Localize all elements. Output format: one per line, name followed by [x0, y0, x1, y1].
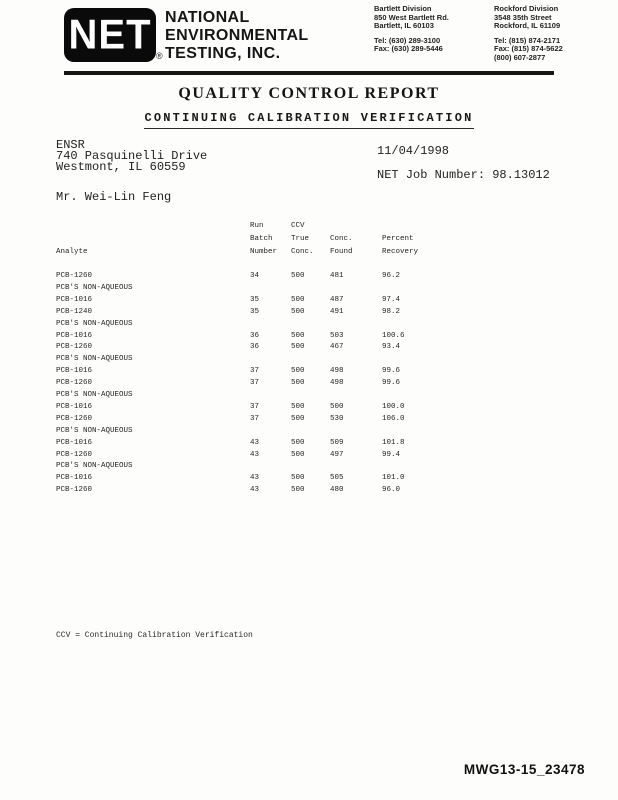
batch-number-cell: 37	[250, 379, 260, 388]
letterhead-divider	[64, 71, 554, 75]
true-conc-cell: 500	[291, 307, 305, 316]
true-conc-cell: 500	[291, 402, 305, 411]
column-header-recovery: Percent	[382, 235, 414, 243]
division-address-line: Bartlett Division	[374, 4, 432, 13]
conc-found-cell: 500	[330, 402, 344, 411]
analyte-cell: PCB-1240	[56, 307, 93, 316]
percent-recovery-cell: 99.6	[382, 379, 401, 388]
table-section-row	[56, 427, 486, 439]
division-address-line: Rockford, IL 61109	[494, 21, 561, 30]
table-row	[56, 486, 486, 498]
client-address-line: Westmont, IL 60559	[56, 160, 186, 175]
table-section-row	[56, 284, 486, 296]
percent-recovery-cell: 100.6	[382, 331, 405, 340]
column-header-recovery: Recovery	[382, 248, 419, 256]
analyte-cell: PCB'S NON-AQUEOUS	[56, 462, 133, 471]
division-phone-line: Fax: (815) 874-5622	[494, 44, 563, 53]
conc-found-cell: 530	[330, 414, 344, 423]
table-row	[56, 296, 486, 308]
analyte-cell: PCB'S NON-AQUEOUS	[56, 283, 133, 292]
conc-found-cell: 491	[330, 307, 344, 316]
column-header-found: Conc.	[330, 235, 353, 243]
table-header-line	[56, 222, 486, 234]
division-address-line: 850 West Bartlett Rd.	[374, 12, 449, 22]
table-row	[56, 451, 486, 463]
table-row	[56, 343, 486, 355]
analyte-cell: PCB-1016	[56, 402, 93, 411]
table-row	[56, 474, 486, 486]
job-number: NET Job Number: 98.13012	[377, 168, 550, 182]
report-date: 11/04/1998	[377, 144, 450, 158]
table-row	[56, 403, 486, 415]
column-header-analyte: Analyte	[56, 248, 88, 256]
true-conc-cell: 500	[291, 272, 305, 280]
division-address-line: 3548 35th Street	[494, 12, 552, 22]
true-conc-cell: 500	[291, 367, 305, 376]
conc-found-cell: 505	[330, 474, 344, 483]
analyte-cell: PCB-1016	[56, 474, 93, 483]
analyte-cell: PCB-1016	[56, 438, 93, 447]
true-conc-cell: 500	[291, 343, 305, 352]
client-address-block	[56, 140, 207, 174]
table-header-line	[56, 248, 486, 260]
document-id-stamp: MWG13-15_23478	[463, 762, 585, 777]
division-address-line: Bartlett, IL 60103	[374, 21, 434, 30]
conc-found-cell: 480	[330, 486, 344, 495]
analyte-cell: PCB-1260	[56, 379, 93, 388]
batch-number-cell: 37	[250, 367, 260, 376]
company-name-line: TESTING, INC.	[165, 45, 281, 62]
analyte-cell: PCB-1260	[56, 272, 93, 280]
table-row	[56, 415, 486, 427]
qc-results-table	[56, 222, 486, 502]
table-row	[56, 379, 486, 391]
column-header-found: Found	[330, 248, 353, 256]
percent-recovery-cell: 99.6	[382, 367, 401, 376]
batch-number-cell: 36	[250, 343, 260, 352]
analyte-cell: PCB-1260	[56, 486, 93, 495]
percent-recovery-cell: 101.8	[382, 438, 405, 447]
company-name-line: NATIONAL	[165, 9, 250, 26]
division-phone-line: Fax: (630) 289-5446	[374, 44, 443, 53]
true-conc-cell: 500	[291, 474, 305, 483]
table-section-row	[56, 391, 486, 403]
conc-found-cell: 503	[330, 331, 344, 340]
bartlett-division-block	[374, 5, 489, 54]
column-header-true-conc: Conc.	[291, 248, 314, 256]
analyte-cell: PCB-1260	[56, 414, 93, 423]
analyte-cell: PCB'S NON-AQUEOUS	[56, 355, 133, 364]
table-row	[56, 367, 486, 379]
table-section-row	[56, 320, 486, 332]
percent-recovery-cell: 101.0	[382, 474, 405, 483]
analyte-cell: PCB'S NON-AQUEOUS	[56, 319, 133, 328]
percent-recovery-cell: 96.0	[382, 486, 401, 495]
batch-number-cell: 37	[250, 402, 260, 411]
true-conc-cell: 500	[291, 486, 305, 495]
analyte-cell: PCB'S NON-AQUEOUS	[56, 426, 133, 435]
conc-found-cell: 509	[330, 438, 344, 447]
batch-number-cell: 43	[250, 474, 260, 483]
true-conc-cell: 500	[291, 438, 305, 447]
table-row	[56, 332, 486, 344]
analyte-cell: PCB-1016	[56, 331, 93, 340]
column-header-batch: Run	[250, 222, 264, 230]
batch-number-cell: 34	[250, 272, 260, 280]
true-conc-cell: 500	[291, 295, 305, 304]
percent-recovery-cell: 97.4	[382, 295, 401, 304]
analyte-cell: PCB-1016	[56, 295, 93, 304]
true-conc-cell: 500	[291, 379, 305, 388]
percent-recovery-cell: 106.0	[382, 414, 405, 423]
division-phone-line: (800) 607-2877	[494, 52, 546, 62]
batch-number-cell: 43	[250, 450, 260, 459]
analyte-cell: PCB-1260	[56, 343, 93, 352]
conc-found-cell: 481	[330, 272, 344, 280]
column-header-true-conc: CCV	[291, 222, 305, 230]
registered-trademark-icon: ®	[156, 51, 163, 61]
true-conc-cell: 500	[291, 414, 305, 423]
batch-number-cell: 35	[250, 307, 260, 316]
conc-found-cell: 467	[330, 343, 344, 352]
batch-number-cell: 36	[250, 331, 260, 340]
net-logo	[64, 8, 156, 62]
table-section-row	[56, 355, 486, 367]
analyte-cell: PCB'S NON-AQUEOUS	[56, 391, 133, 399]
batch-number-cell: 43	[250, 486, 260, 495]
client-name: ENSR	[56, 138, 85, 152]
batch-number-cell: 35	[250, 295, 260, 304]
conc-found-cell: 498	[330, 367, 344, 376]
column-header-batch: Batch	[250, 235, 273, 243]
company-name	[165, 9, 309, 63]
true-conc-cell: 500	[291, 331, 305, 340]
percent-recovery-cell: 99.4	[382, 450, 401, 459]
true-conc-cell: 500	[291, 450, 305, 459]
table-section-row	[56, 462, 486, 474]
column-header-true-conc: True	[291, 235, 310, 243]
percent-recovery-cell: 100.0	[382, 402, 405, 411]
analyte-cell: PCB-1260	[56, 450, 93, 459]
division-phone-line: Tel: (815) 874-2171	[494, 35, 561, 45]
batch-number-cell: 37	[250, 414, 260, 423]
company-name-line: ENVIRONMENTAL	[165, 27, 309, 44]
table-row	[56, 439, 486, 451]
ccv-footnote: CCV = Continuing Calibration Verification	[56, 631, 253, 640]
client-contact: Mr. Wei-Lin Feng	[56, 190, 172, 204]
client-address-line: 740 Pasquinelli Drive	[56, 149, 208, 164]
percent-recovery-cell: 98.2	[382, 307, 401, 316]
table-row	[56, 272, 486, 284]
table-header-line	[56, 235, 486, 247]
column-header-batch: Number	[250, 248, 278, 256]
report-subtitle: CONTINUING CALIBRATION VERIFICATION	[144, 111, 473, 129]
division-phone-line: Tel: (630) 289-3100	[374, 35, 441, 45]
conc-found-cell: 498	[330, 379, 344, 388]
percent-recovery-cell: 96.2	[382, 272, 401, 280]
conc-found-cell: 487	[330, 295, 344, 304]
division-address-line: Rockford Division	[494, 4, 559, 13]
conc-found-cell: 497	[330, 450, 344, 459]
net-logo-text: NET	[68, 11, 152, 58]
percent-recovery-cell: 93.4	[382, 343, 401, 352]
table-row	[56, 308, 486, 320]
analyte-cell: PCB-1016	[56, 367, 93, 376]
rockford-division-block	[494, 5, 614, 62]
batch-number-cell: 43	[250, 438, 260, 447]
report-title: QUALITY CONTROL REPORT	[178, 85, 440, 102]
